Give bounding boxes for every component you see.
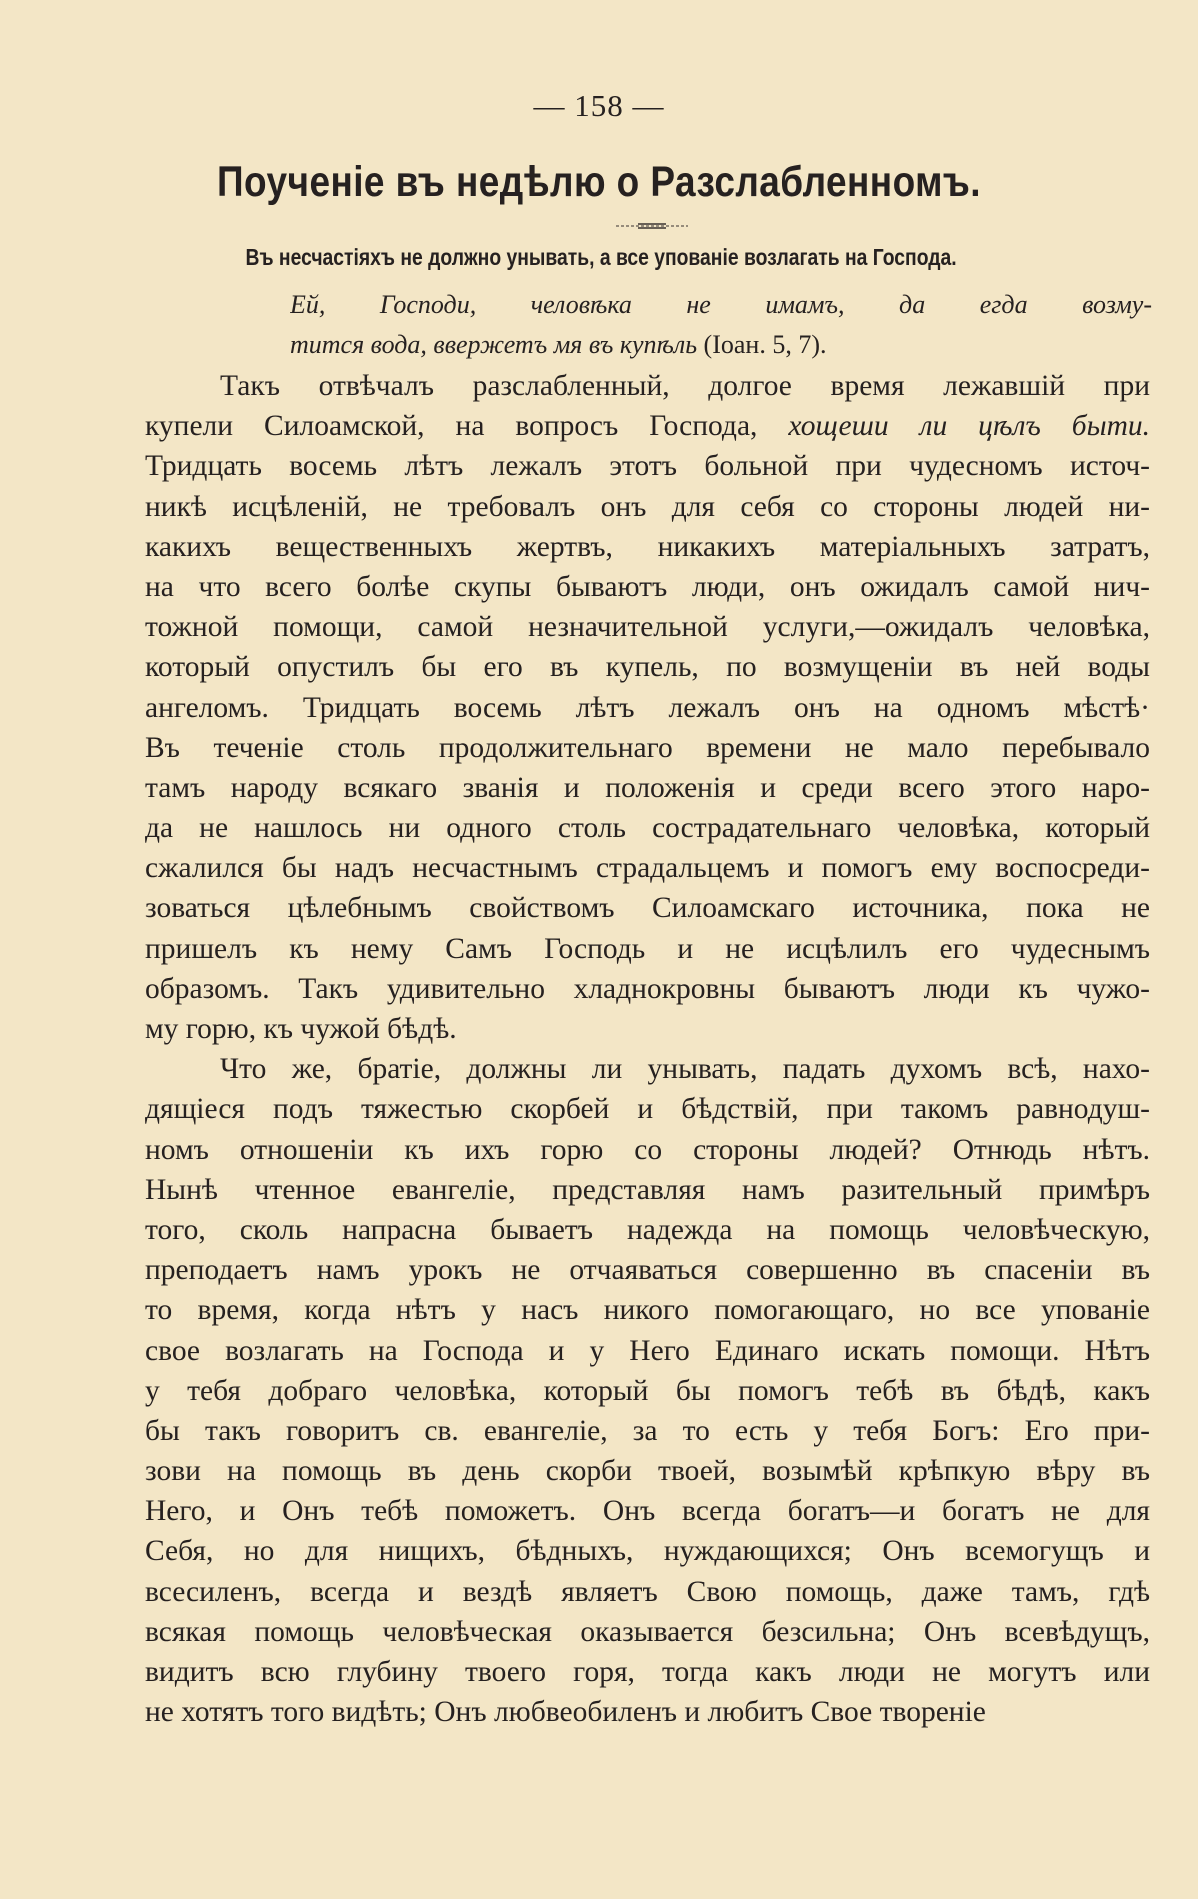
text-run: всесиленъ, всегда и вездѣ являетъ Свою помощь, даже тамъ, гдѣ — [145, 1575, 1150, 1608]
text-line — [145, 1491, 1150, 1531]
page-number: — 158 — — [533, 88, 665, 123]
text-line — [145, 1531, 1150, 1571]
text-run: не хотятъ того видѣть; Онъ любвеобиленъ и любитъ Свое твореніе — [145, 1696, 986, 1729]
text-line — [145, 1411, 1150, 1451]
epigraph-quote: тится вода, ввержетъ мя въ купѣль — [290, 330, 698, 360]
text-line — [145, 1572, 1150, 1612]
text-run: номъ отношеніи къ ихъ горю со стороны людей? Отнюдь нѣтъ. — [145, 1133, 1150, 1166]
text-run: сжалился бы надъ несчастнымъ страдальцемъ и помогъ ему воспосреди- — [145, 852, 1150, 885]
text-run: да не нашлось ни одного столь сострадательнаго человѣка, который — [145, 812, 1150, 845]
text-line — [145, 929, 1150, 969]
text-run: пришелъ къ нему Самъ Господь и не исцѣлилъ его чудеснымъ — [145, 932, 1150, 965]
text-run: купели Силоамской, на вопросъ Господа, — [145, 410, 789, 443]
text-run: тамъ народу всякаго званія и положенія и среди всего этого наро- — [145, 771, 1150, 804]
text-line — [145, 1210, 1150, 1250]
sermon-title: Поученіе въ недѣлю о Разслабленномъ. — [217, 158, 981, 206]
text-line — [145, 1331, 1150, 1371]
text-line — [145, 1089, 1150, 1129]
text-line — [145, 446, 1150, 486]
text-line — [145, 1130, 1150, 1170]
text-line — [145, 366, 1150, 406]
text-line — [145, 487, 1150, 527]
text-run: образомъ. Такъ удивительно хладнокровны бываютъ люди къ чужо- — [145, 972, 1150, 1005]
italic-quote: хощеши ли цѣлъ быти. — [788, 410, 1150, 443]
sermon-subtitle: Въ несчастіяхъ не должно унывать, а все упованіе возлагать на Господа. — [245, 244, 957, 270]
text-run: тожной помощи, самой незначительной услуги,—ожидалъ человѣка, — [145, 611, 1150, 644]
text-line — [145, 688, 1150, 728]
text-run: на что всего болѣе скупы бываютъ люди, онъ ожидалъ самой нич- — [145, 570, 1150, 603]
text-line — [145, 647, 1150, 687]
scripture-reference: (Іоан. 5, 7). — [697, 330, 827, 360]
text-line — [145, 1692, 1150, 1732]
text-run: у тебя добраго человѣка, который бы помогъ тебѣ въ бѣдѣ, какъ — [145, 1374, 1150, 1407]
text-run: Него, и Онъ тебѣ поможетъ. Онъ всегда богатъ—и богатъ не для — [145, 1495, 1150, 1528]
body-text — [145, 366, 1150, 1732]
text-line — [145, 1009, 1150, 1049]
text-run: то время, когда нѣтъ у насъ никого помогающаго, но все упованіе — [145, 1294, 1150, 1327]
text-line — [145, 808, 1150, 848]
text-line — [145, 1170, 1150, 1210]
text-run: всякая помощь человѣческая оказывается безсильна; Онъ всевѣдущъ, — [145, 1615, 1150, 1648]
text-run: Себя, но для нищихъ, бѣдныхъ, нуждающихся; Онъ всемогущъ и — [145, 1535, 1150, 1568]
paragraph — [145, 366, 1150, 1049]
text-line — [145, 1250, 1150, 1290]
text-run: никѣ исцѣленій, не требовалъ онъ для себя со стороны людей ни- — [145, 490, 1150, 523]
text-line — [145, 406, 1150, 446]
text-line — [145, 1451, 1150, 1491]
text-line — [145, 888, 1150, 928]
text-line — [145, 969, 1150, 1009]
text-run: бы такъ говоритъ св. евангеліе, за то есть у тебя Богъ: Его при- — [145, 1414, 1150, 1447]
text-run: который опустилъ бы его въ купель, по возмущеніи въ ней воды — [145, 651, 1150, 684]
text-run: му горю, къ чужой бѣдѣ. — [145, 1013, 457, 1045]
text-run: Тридцать восемь лѣтъ лежалъ этотъ больной при чудесномъ источ- — [145, 450, 1150, 483]
text-run: того, сколь напрасна бываетъ надежда на помощь человѣческую, — [145, 1213, 1150, 1246]
epigraph-line — [290, 327, 1152, 367]
text-run: зови на помощь въ день скорби твоей, возымѣй крѣпкую вѣру въ — [145, 1455, 1150, 1488]
text-run: зоваться цѣлебнымъ свойствомъ Силоамскаго источника, пока не — [145, 892, 1150, 925]
text-line — [145, 1612, 1150, 1652]
text-run: ангеломъ. Тридцать восемь лѣтъ лежалъ онъ на одномъ мѣстѣ· — [145, 691, 1150, 724]
text-run: Въ теченіе столь продолжительнаго времени не мало перебывало — [145, 731, 1150, 764]
text-line — [145, 607, 1150, 647]
text-run: видитъ всю глубину твоего горя, тогда какъ люди не могутъ или — [145, 1656, 1150, 1688]
text-run: преподаетъ намъ урокъ не отчаяваться совершенно въ спасеніи въ — [145, 1254, 1150, 1287]
text-run: свое возлагать на Господа и у Него Единаго искать помощи. Нѣтъ — [145, 1334, 1150, 1367]
epigraph — [290, 287, 1152, 367]
text-line — [145, 728, 1150, 768]
text-run: какихъ вещественныхъ жертвъ, никакихъ матеріальныхъ затратъ, — [145, 530, 1150, 563]
text-line — [145, 527, 1150, 567]
text-line — [145, 848, 1150, 888]
epigraph-line: Ей, Господи, человѣка не имамъ, да егда возму- — [290, 290, 1152, 319]
paragraph — [145, 1049, 1150, 1732]
text-run: Нынѣ чтенное евангеліе, представляя намъ разительный примѣръ — [145, 1173, 1150, 1206]
text-line — [145, 1371, 1150, 1411]
text-run: Что же, братіе, должны ли унывать, падать духомъ всѣ, нахо- — [220, 1053, 1150, 1086]
text-line — [145, 567, 1150, 607]
text-line — [145, 1290, 1150, 1330]
text-line — [145, 1049, 1150, 1089]
text-run: Такъ отвѣчалъ разслабленный, долгое время лежавшій при — [220, 370, 1150, 402]
title-divider-ornament — [616, 222, 688, 230]
text-line — [145, 1652, 1150, 1692]
text-line — [145, 768, 1150, 808]
text-run: дящіеся подъ тяжестью скорбей и бѣдствій, при такомъ равнодуш- — [145, 1093, 1150, 1126]
